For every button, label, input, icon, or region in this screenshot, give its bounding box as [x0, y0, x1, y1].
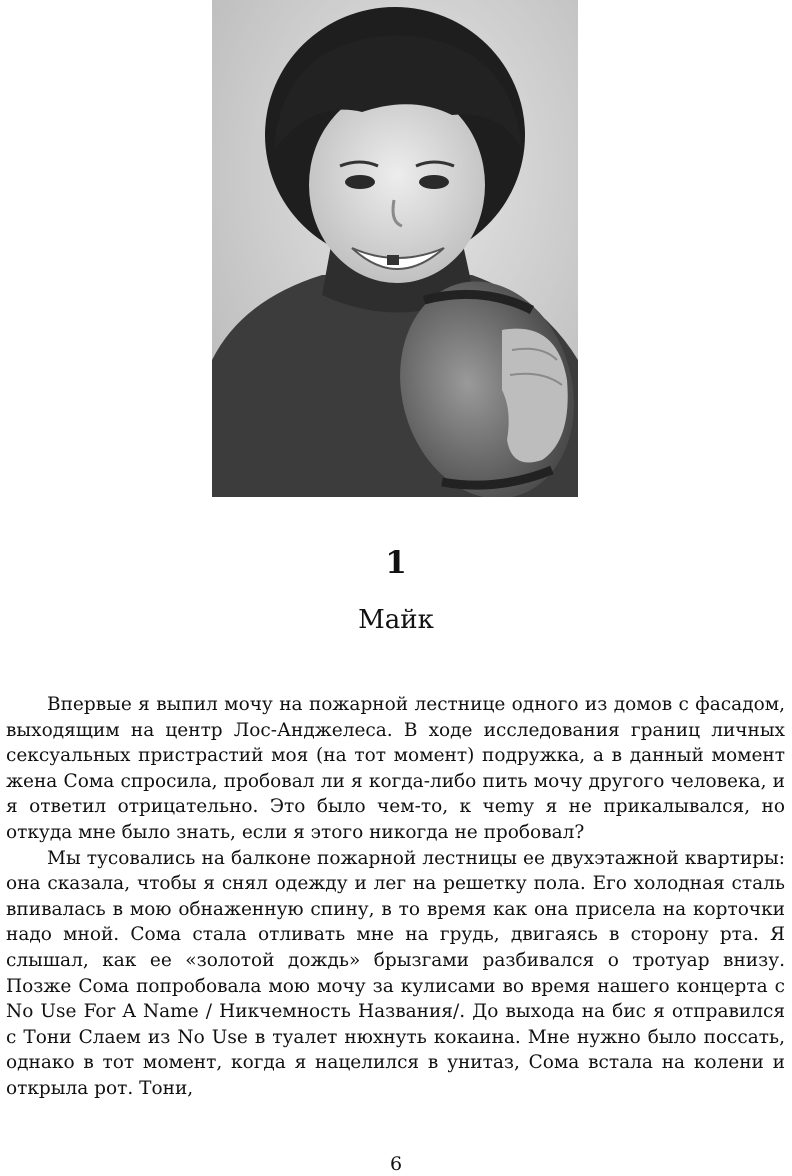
paragraph: Впервые я выпил мочу на пожарной лестнице одного из домов с фасадом, выходящим на центр Лос-Анджелеса. В ходе исследования границ личных сексуальных пристрастий моя (на тот момент) подружка, а в данный момент жена Сома спросила, пробовал ли я когда-либо пить мочу другого человека, и я ответил отрицательно. Это было чем-то, к чеmу я не прикалывался, но откуда мне было знать, если я этого никогда не пробовал?: [6, 694, 785, 843]
chapter-photo-boy-with-football: [212, 0, 578, 497]
chapter-title: Майк: [358, 605, 434, 635]
page-number: 6: [389, 1153, 403, 1175]
chapter-body-text: [6, 692, 785, 1102]
chapter-number: 1: [385, 545, 407, 581]
paragraph: Мы тусовались на балконе пожарной лестницы ее двухэтажной квартиры: она сказала, чтобы я снял одежду и лег на решетку пола. Его холодная сталь впивалась в мою обнаженную спину, в то время как она присела на корточки надо мной. Сома стала отливать мне на грудь, двигаясь в сторону рта. Я слышал, как ее «золотой дождь» брызгами разбивался о тротуар внизу. Позже Сома попробовала мою мочу за кулисами во время нашего концерта с No Use For A Name / Никчемность Названия/. До выхода на бис я отправился с Тони Слаем из No Use в туалет нюхнуть кокаина. Мне нужно было поссать, однако в тот момент, когда я нацелился в унитаз, Сома встала на колени и открыла рот. Тони,: [6, 847, 785, 1099]
